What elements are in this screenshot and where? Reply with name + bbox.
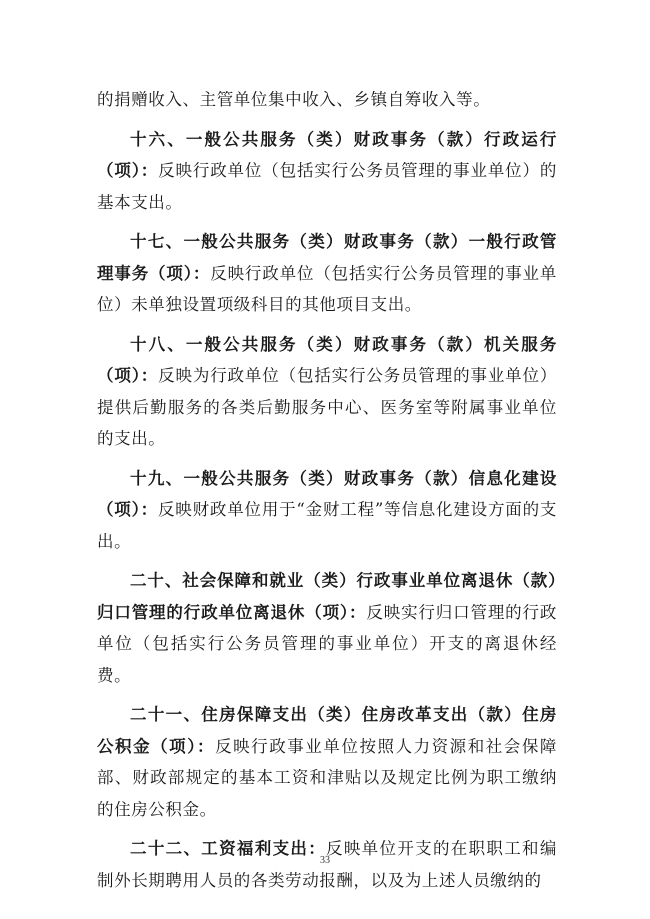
- paragraph-heading: 十九、一般公共服务（类）财政事务（款）信息化建设（项）：: [97, 468, 557, 519]
- paragraph-item-16: [97, 124, 557, 219]
- paragraph-continuation: [97, 84, 557, 116]
- paragraph-item-18: [97, 329, 557, 455]
- paragraph-body: 反映实行归口管理的行政单位（包括实行公务员管理的事业单位）开支的离退休经费。: [97, 602, 557, 685]
- paragraph-body: 反映财政单位用于“金财工程”等信息化建设方面的支出。: [97, 500, 557, 551]
- paragraph-body: 反映行政单位（包括实行公务员管理的事业单位）的基本支出。: [97, 161, 557, 212]
- paragraph-heading: 十六、一般公共服务（类）财政事务（款）行政运行（项）：: [97, 129, 557, 180]
- paragraph-heading: 二十一、住房保障支出（类）住房改革支出（款）住房公积金（项）：: [97, 705, 557, 756]
- paragraph-body: 反映单位开支的在职职工和编制外长期聘用人员的各类劳动报酬，以及为上述人员缴纳的: [97, 839, 557, 890]
- paragraph-heading: 二十、社会保障和就业（类）行政事业单位离退休（款）归口管理的行政单位离退休（项）：: [97, 571, 557, 622]
- paragraph-body: 反映行政事业单位按照人力资源和社会保障部、财政部规定的基本工资和津贴以及规定比例为职工缴纳的住房公积金。: [97, 736, 557, 819]
- body-text: [97, 84, 557, 904]
- paragraph-item-21: [97, 699, 557, 825]
- paragraph-heading: 二十二、工资福利支出：: [130, 839, 327, 858]
- paragraph-heading: 十七、一般公共服务（类）财政事务（款）一般行政管理事务（项）：: [97, 232, 557, 283]
- paragraph-item-20: [97, 565, 557, 691]
- paragraph-body: 反映行政单位（包括实行公务员管理的事业单位）未单独设置项级科目的其他项目支出。: [97, 263, 558, 314]
- paragraph-body: 的捐赠收入、主管单位集中收入、乡镇自筹收入等。: [97, 90, 491, 109]
- paragraph-body: 反映为行政单位（包括实行公务员管理的事业单位）提供后勤服务的各类后勤服务中心、医务室等附属事业单位的支出。: [97, 366, 557, 448]
- paragraph-heading: 十八、一般公共服务（类）财政事务（款）机关服务（项）：: [97, 334, 557, 385]
- paragraph-item-19: [97, 463, 557, 558]
- page-number: 33: [320, 855, 330, 866]
- paragraph-item-17: [97, 226, 557, 321]
